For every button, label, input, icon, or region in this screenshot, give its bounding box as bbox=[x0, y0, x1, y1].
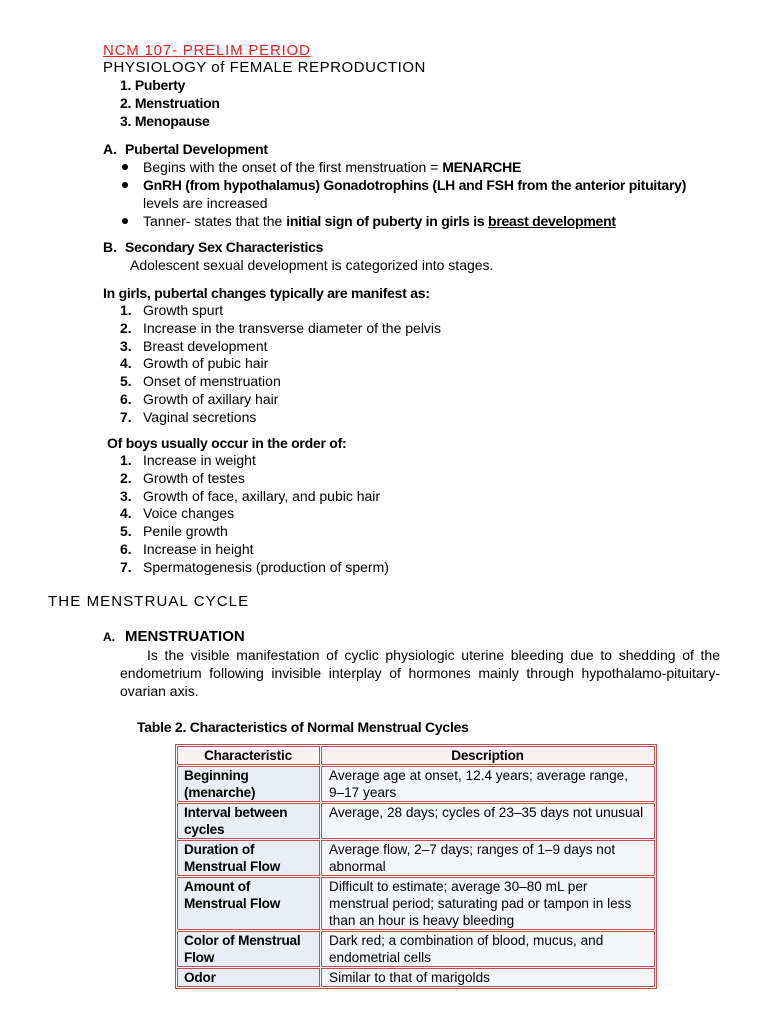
topic-number: 3. bbox=[120, 113, 132, 129]
characteristic-cell: Amount of Menstrual Flow bbox=[177, 877, 320, 930]
description-cell: Average flow, 2–7 days; ranges of 1–9 days not abnormal bbox=[321, 840, 655, 876]
list-item bbox=[120, 452, 389, 470]
list-number: 7. bbox=[120, 558, 132, 575]
section-title: MENSTRUATION bbox=[125, 628, 245, 645]
topic-item bbox=[120, 94, 220, 112]
list-text: Increase in the transverse diameter of the pelvis bbox=[143, 319, 442, 336]
secondary-sex-heading bbox=[103, 238, 323, 256]
bullet-item bbox=[120, 158, 720, 176]
document-title: NCM 107- PRELIM PERIOD bbox=[103, 42, 311, 59]
bullet-icon bbox=[120, 176, 143, 194]
section-letter: B. bbox=[103, 239, 117, 255]
characteristic-cell: Beginning (menarche) bbox=[177, 766, 320, 802]
table-body bbox=[177, 766, 655, 987]
description-cell: Difficult to estimate; average 30–80 mL per menstrual period; saturating pad or tampon in less than an hour is heavy bleeding bbox=[321, 877, 655, 930]
table-header-row bbox=[177, 746, 655, 765]
list-text: Increase in weight bbox=[143, 452, 256, 468]
characteristic-cell: Interval between cycles bbox=[177, 803, 320, 839]
list-text: Growth spurt bbox=[143, 302, 224, 318]
list-text: Growth of axillary hair bbox=[143, 390, 279, 407]
characteristic-cell: Odor bbox=[177, 968, 320, 987]
list-text: Growth of face, axillary, and pubic hair bbox=[143, 487, 381, 504]
girls-changes-list bbox=[120, 302, 441, 426]
bullet-text-normal: levels are increased bbox=[143, 195, 268, 211]
description-cell: Average age at onset, 12.4 years; average range, 9–17 years bbox=[321, 766, 655, 802]
table-row bbox=[177, 803, 655, 839]
list-text: Onset of menstruation bbox=[143, 373, 281, 389]
bullet-text-underlined: breast development bbox=[488, 213, 616, 229]
topic-label: Puberty bbox=[134, 77, 186, 93]
column-header-description: Description bbox=[321, 746, 655, 765]
menstruation-heading bbox=[103, 626, 245, 647]
list-number: 7. bbox=[120, 408, 132, 425]
menstruation-paragraph: Is the visible manifestation of cyclic physiologic uterine bleeding due to shedding of the endometrium following invisible interplay of hormones mainly through hypothalamo-pituitary-ovarian axis. bbox=[120, 647, 720, 699]
secondary-sex-intro: Adolescent sexual development is categorized into stages. bbox=[130, 257, 494, 273]
list-number: 3. bbox=[120, 487, 132, 504]
bullet-text bbox=[143, 212, 720, 230]
topic-number: 2. bbox=[120, 95, 132, 111]
list-item bbox=[120, 391, 441, 409]
topic-label: Menopause bbox=[134, 113, 210, 129]
list-text: Vaginal secretions bbox=[143, 408, 257, 425]
list-item bbox=[120, 541, 389, 559]
list-item bbox=[120, 559, 389, 577]
list-text: Growth of pubic hair bbox=[143, 355, 269, 372]
list-text: Voice changes bbox=[143, 505, 235, 522]
section-title: Secondary Sex Characteristics bbox=[125, 239, 324, 255]
list-number: 4. bbox=[120, 355, 132, 372]
list-item bbox=[120, 409, 441, 427]
characteristic-cell: Duration of Menstrual Flow bbox=[177, 840, 320, 876]
bullet-text-bold: GnRH (from hypothalamus) Gonadotrophins (LH and FSH from the anterior pituitary) bbox=[143, 177, 687, 193]
pubertal-development-heading bbox=[103, 140, 268, 158]
list-number: 5. bbox=[120, 373, 132, 389]
table-row bbox=[177, 877, 655, 930]
list-item bbox=[120, 338, 441, 356]
list-number: 2. bbox=[120, 469, 132, 486]
list-item bbox=[120, 488, 389, 506]
characteristic-cell: Color of Menstrual Flow bbox=[177, 931, 320, 967]
boys-list-heading: Of boys usually occur in the order of: bbox=[107, 435, 347, 451]
list-number: 3. bbox=[120, 337, 132, 354]
bullet-icon bbox=[120, 212, 143, 230]
description-cell: Similar to that of marigolds bbox=[321, 968, 655, 987]
list-item bbox=[120, 355, 441, 373]
girls-list-heading: In girls, pubertal changes typically are manifest as: bbox=[103, 285, 430, 301]
document-subtitle: PHYSIOLOGY of FEMALE REPRODUCTION bbox=[103, 59, 426, 76]
table-row bbox=[177, 931, 655, 967]
list-number: 6. bbox=[120, 540, 132, 557]
list-text: Penile growth bbox=[143, 523, 228, 539]
list-number: 1. bbox=[120, 302, 132, 318]
list-text: Growth of testes bbox=[143, 469, 245, 486]
section-letter: A. bbox=[103, 630, 115, 644]
list-number: 5. bbox=[120, 523, 132, 539]
list-item bbox=[120, 302, 441, 320]
topic-item bbox=[120, 76, 220, 94]
boys-changes-list bbox=[120, 452, 389, 576]
list-text: Breast development bbox=[143, 337, 268, 354]
list-item bbox=[120, 470, 389, 488]
bullet-text bbox=[143, 176, 720, 212]
bullet-text-bold: MENARCHE bbox=[442, 159, 522, 175]
description-cell: Average, 28 days; cycles of 23–35 days not unusual bbox=[321, 803, 655, 839]
list-number: 4. bbox=[120, 505, 132, 522]
table-header bbox=[177, 746, 655, 765]
list-number: 2. bbox=[120, 319, 132, 336]
bullet-item bbox=[120, 176, 720, 212]
topic-list bbox=[120, 76, 220, 130]
list-item bbox=[120, 320, 441, 338]
pubertal-bullet-list bbox=[120, 158, 720, 230]
bullet-text-normal: Tanner- states that the bbox=[143, 213, 287, 229]
bullet-text-normal: Begins with the onset of the first menstruation = bbox=[143, 159, 443, 175]
bullet-icon bbox=[120, 158, 143, 176]
list-text: Increase in height bbox=[143, 540, 254, 557]
list-text: Spermatogenesis (production of sperm) bbox=[143, 558, 389, 575]
section-letter: A. bbox=[103, 141, 117, 157]
bullet-text-bold: initial sign of puberty in girls is bbox=[286, 213, 489, 229]
topic-number: 1. bbox=[120, 77, 132, 93]
list-item bbox=[120, 505, 389, 523]
section-title: Pubertal Development bbox=[125, 141, 268, 157]
table-row bbox=[177, 968, 655, 987]
topic-item bbox=[120, 112, 220, 130]
menstrual-cycle-table bbox=[175, 744, 657, 989]
list-number: 6. bbox=[120, 390, 132, 407]
topic-label: Menstruation bbox=[134, 95, 220, 111]
list-item bbox=[120, 373, 441, 391]
menstrual-cycle-title: THE MENSTRUAL CYCLE bbox=[48, 593, 250, 610]
column-header-characteristic: Characteristic bbox=[177, 746, 320, 765]
table-row bbox=[177, 766, 655, 802]
bullet-item bbox=[120, 212, 720, 230]
table-row bbox=[177, 840, 655, 876]
bullet-text bbox=[143, 158, 720, 176]
list-number: 1. bbox=[120, 452, 132, 468]
table-caption: Table 2. Characteristics of Normal Menstrual Cycles bbox=[137, 719, 469, 735]
description-cell: Dark red; a combination of blood, mucus, and endometrial cells bbox=[321, 931, 655, 967]
list-item bbox=[120, 523, 389, 541]
